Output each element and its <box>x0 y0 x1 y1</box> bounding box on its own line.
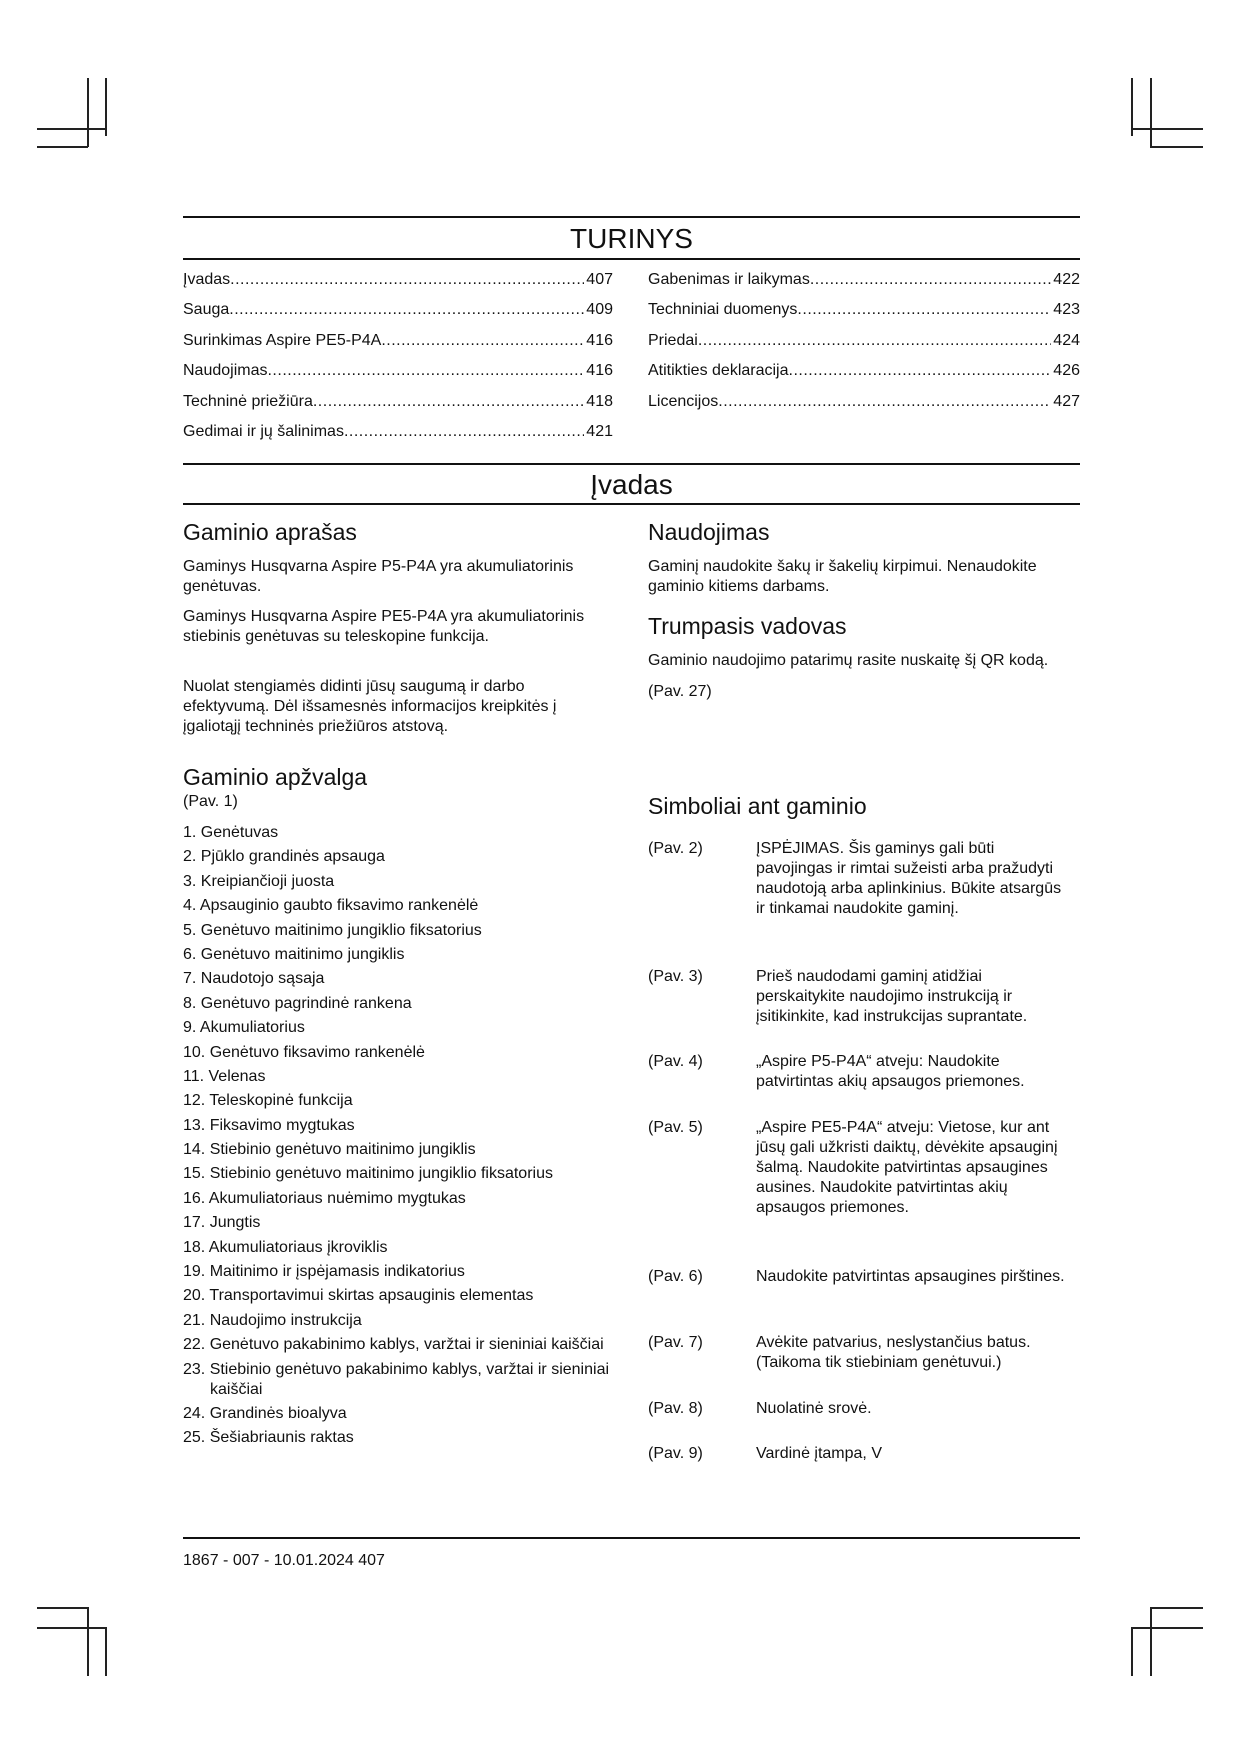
toc-entry[interactable] <box>648 387 1080 417</box>
symbol-entry <box>648 1267 1080 1287</box>
toc-entry[interactable] <box>648 295 1080 325</box>
crop-mark-bottom-left <box>37 1607 88 1609</box>
footer-rule <box>183 1537 1080 1539</box>
toc-entry[interactable] <box>183 417 613 447</box>
product-description-paragraph: Nuolat stengiamės didinti jūsų saugumą ir darbo efektyvumą. Dėl išsamesnės informacijos kreipkitės į įgaliotąjį techninės priežiūros atstovą. <box>183 678 557 735</box>
toc-entry-page: 416 <box>586 362 613 380</box>
intro-top-rule <box>183 463 1080 465</box>
crop-mark-bottom-right <box>1131 1627 1133 1676</box>
usage-text: Gaminį naudokite šakų ir šakelių kirpimui. Nenaudokite gaminio kitiems darbams. <box>648 558 1037 595</box>
list-item: 16. Akumuliatoriaus nuėmimo mygtukas <box>183 1189 466 1207</box>
toc-entry-page: 427 <box>1053 392 1080 410</box>
list-item: 25. Šešiabriaunis raktas <box>183 1429 354 1447</box>
toc-entry-name: Priedai <box>648 331 698 349</box>
symbol-description: Naudokite patvirtintas apsaugines pirštines. <box>756 1268 1065 1285</box>
list-item: 6. Genėtuvo maitinimo jungiklis <box>183 945 405 963</box>
crop-mark-bottom-left <box>105 1627 107 1676</box>
list-item: 10. Genėtuvo fiksavimo rankenėlė <box>183 1043 425 1061</box>
toc-entry[interactable] <box>183 356 613 386</box>
toc-entry-page: 421 <box>586 422 613 440</box>
list-item: 13. Fiksavimo mygtukas <box>183 1116 355 1134</box>
toc-entry[interactable] <box>183 326 613 356</box>
toc-entry-name: Surinkimas Aspire PE5-P4A <box>183 331 382 349</box>
toc-entry-name: Gabenimas ir laikymas <box>648 271 810 288</box>
symbol-entry <box>648 1333 1080 1373</box>
crop-mark-bottom-left <box>87 1607 89 1676</box>
symbol-description: „Aspire P5-P4A“ atveju: Naudokite patvirtintas akių apsaugos priemones. <box>756 1053 1025 1090</box>
toc-entry-page: 418 <box>586 392 613 410</box>
product-description-paragraph: Gaminys Husqvarna Aspire PE5-P4A yra akumuliatorinis stiebinis genėtuvas su teleskopine funkcija. <box>183 608 585 645</box>
crop-mark-top-left <box>87 78 89 147</box>
crop-mark-top-right <box>1131 128 1203 130</box>
toc-entry-name: Naudojimas <box>183 362 268 380</box>
quick-guide-figure-ref: (Pav. 27) <box>648 683 712 700</box>
symbol-figure-ref: (Pav. 6) <box>648 1268 703 1285</box>
toc-entry-page: 423 <box>1053 301 1080 319</box>
list-item: 18. Akumuliatoriaus įkroviklis <box>183 1238 388 1256</box>
list-item: 24. Grandinės bioalyva <box>183 1404 347 1422</box>
list-item: 20. Transportavimui skirtas apsauginis elementas <box>183 1287 534 1305</box>
list-item: 7. Naudotojo sąsaja <box>183 970 325 988</box>
toc-entry[interactable] <box>648 326 1080 356</box>
crop-mark-top-right <box>1150 146 1203 148</box>
page-footer: 1867 - 007 - 10.01.2024 407 <box>183 1552 385 1569</box>
symbol-entry <box>648 967 1080 1027</box>
list-item: 17. Jungtis <box>183 1214 261 1232</box>
symbol-entry <box>648 1052 1080 1092</box>
toc-entry-name: Gedimai ir jų šalinimas <box>183 422 344 440</box>
symbol-entry <box>648 839 1080 919</box>
toc-entry-name: Techninė priežiūra <box>183 392 313 410</box>
toc-entry-page: 416 <box>586 331 613 349</box>
list-item: 9. Akumuliatorius <box>183 1019 305 1037</box>
toc-entry[interactable] <box>183 295 613 325</box>
symbol-description: Vardinė įtampa, V <box>756 1445 882 1462</box>
list-item: 15. Stiebinio genėtuvo maitinimo jungiklio fiksatorius <box>183 1165 553 1183</box>
toc-title: TURINYS <box>570 223 693 254</box>
symbol-figure-ref: (Pav. 2) <box>648 840 703 857</box>
list-item: 5. Genėtuvo maitinimo jungiklio fiksatorius <box>183 921 482 939</box>
toc-right-column <box>648 265 1080 417</box>
overview-list <box>183 823 613 1453</box>
list-item: 21. Naudojimo instrukcija <box>183 1311 362 1329</box>
crop-mark-bottom-right <box>1131 1627 1203 1629</box>
symbol-description: „Aspire PE5-P4A“ atveju: Vietose, kur ant jūsų gali užkristi daiktų, dėvėkite apsauginį šalmą. Naudokite patvirtintas apsaugines ausines. Naudokite patvirtintas akių apsaugos priemones. <box>756 1119 1058 1216</box>
crop-mark-bottom-right <box>1150 1607 1203 1609</box>
symbol-figure-ref: (Pav. 8) <box>648 1400 703 1417</box>
toc-entry-name: Sauga <box>183 301 230 319</box>
symbol-figure-ref: (Pav. 3) <box>648 968 703 985</box>
intro-title-rule <box>183 503 1080 505</box>
toc-entry[interactable] <box>648 356 1080 386</box>
symbol-description: Prieš naudodami gaminį atidžiai perskaitykite naudojimo instrukciją ir įsitikinkite, kad instrukcijas suprantate. <box>756 968 1028 1025</box>
list-item: 19. Maitinimo ir įspėjamasis indikatorius <box>183 1263 465 1281</box>
list-item: 11. Velenas <box>183 1067 266 1085</box>
overview-heading: Gaminio apžvalga <box>183 764 368 790</box>
toc-entry-name: Atitikties deklaracija <box>648 362 789 380</box>
symbol-description: Avėkite patvarius, neslystančius batus. (Taikoma tik stiebiniam genėtuvui.) <box>756 1334 1031 1371</box>
usage-heading: Naudojimas <box>648 519 770 545</box>
quick-guide-text: Gaminio naudojimo patarimų rasite nuskaitę šį QR kodą. <box>648 652 1049 669</box>
toc-entry-page: 422 <box>1053 271 1080 288</box>
toc-title-rule <box>183 258 1080 260</box>
list-item: 3. Kreipiančioji juosta <box>183 872 335 890</box>
symbol-entry <box>648 1118 1080 1218</box>
overview-figure-ref: (Pav. 1) <box>183 793 238 810</box>
symbol-figure-ref: (Pav. 9) <box>648 1445 703 1462</box>
toc-entry[interactable] <box>183 387 613 417</box>
toc-left-column <box>183 265 613 447</box>
crop-mark-top-right <box>1150 78 1152 147</box>
toc-entry-name: Licencijos <box>648 392 719 410</box>
list-item: 22. Genėtuvo pakabinimo kablys, varžtai ir sieniniai kaiščiai <box>183 1336 604 1354</box>
toc-entry-page: 409 <box>586 301 613 319</box>
crop-mark-top-left <box>37 128 107 130</box>
symbol-figure-ref: (Pav. 4) <box>648 1053 703 1070</box>
product-description-paragraph: Gaminys Husqvarna Aspire P5-P4A yra akumuliatorinis genėtuvas. <box>183 558 574 595</box>
list-item: 14. Stiebinio genėtuvo maitinimo jungiklis <box>183 1141 476 1159</box>
list-item: 23. Stiebinio genėtuvo pakabinimo kablys, varžtai ir sieniniai kaiščiai <box>183 1360 610 1398</box>
list-item: 4. Apsauginio gaubto fiksavimo rankenėlė <box>183 897 479 915</box>
intro-title: Įvadas <box>590 469 673 500</box>
toc-entry[interactable] <box>648 265 1080 295</box>
symbol-entry <box>648 1399 1080 1419</box>
toc-entry-page: 407 <box>586 271 613 288</box>
symbol-figure-ref: (Pav. 7) <box>648 1334 703 1351</box>
toc-entry[interactable] <box>183 265 613 295</box>
symbol-entry <box>648 1444 1080 1464</box>
list-item: 1. Genėtuvas <box>183 824 279 841</box>
toc-entry-page: 426 <box>1053 362 1080 380</box>
symbols-heading: Simboliai ant gaminio <box>648 793 867 819</box>
crop-mark-bottom-right <box>1150 1607 1152 1676</box>
list-item: 2. Pjūklo grandinės apsauga <box>183 848 385 866</box>
crop-mark-top-left <box>37 146 88 148</box>
crop-mark-bottom-left <box>37 1627 107 1629</box>
list-item: 12. Teleskopinė funkcija <box>183 1092 353 1110</box>
product-description-heading: Gaminio aprašas <box>183 519 357 545</box>
symbol-figure-ref: (Pav. 5) <box>648 1119 703 1136</box>
quick-guide-heading: Trumpasis vadovas <box>648 613 847 639</box>
symbol-description: ĮSPĖJIMAS. Šis gaminys gali būti pavojingas ir rimtai sužeisti arba pražudyti naudotoją arba aplinkinius. Būkite atsargūs ir tinkamai naudokite gaminį. <box>756 840 1062 917</box>
toc-entry-name: Techniniai duomenys <box>648 301 798 319</box>
toc-entry-page: 424 <box>1053 331 1080 349</box>
list-item: 8. Genėtuvo pagrindinė rankena <box>183 994 412 1012</box>
toc-top-rule <box>183 216 1080 218</box>
symbol-description: Nuolatinė srovė. <box>756 1400 872 1417</box>
toc-entry-name: Įvadas <box>183 271 231 288</box>
